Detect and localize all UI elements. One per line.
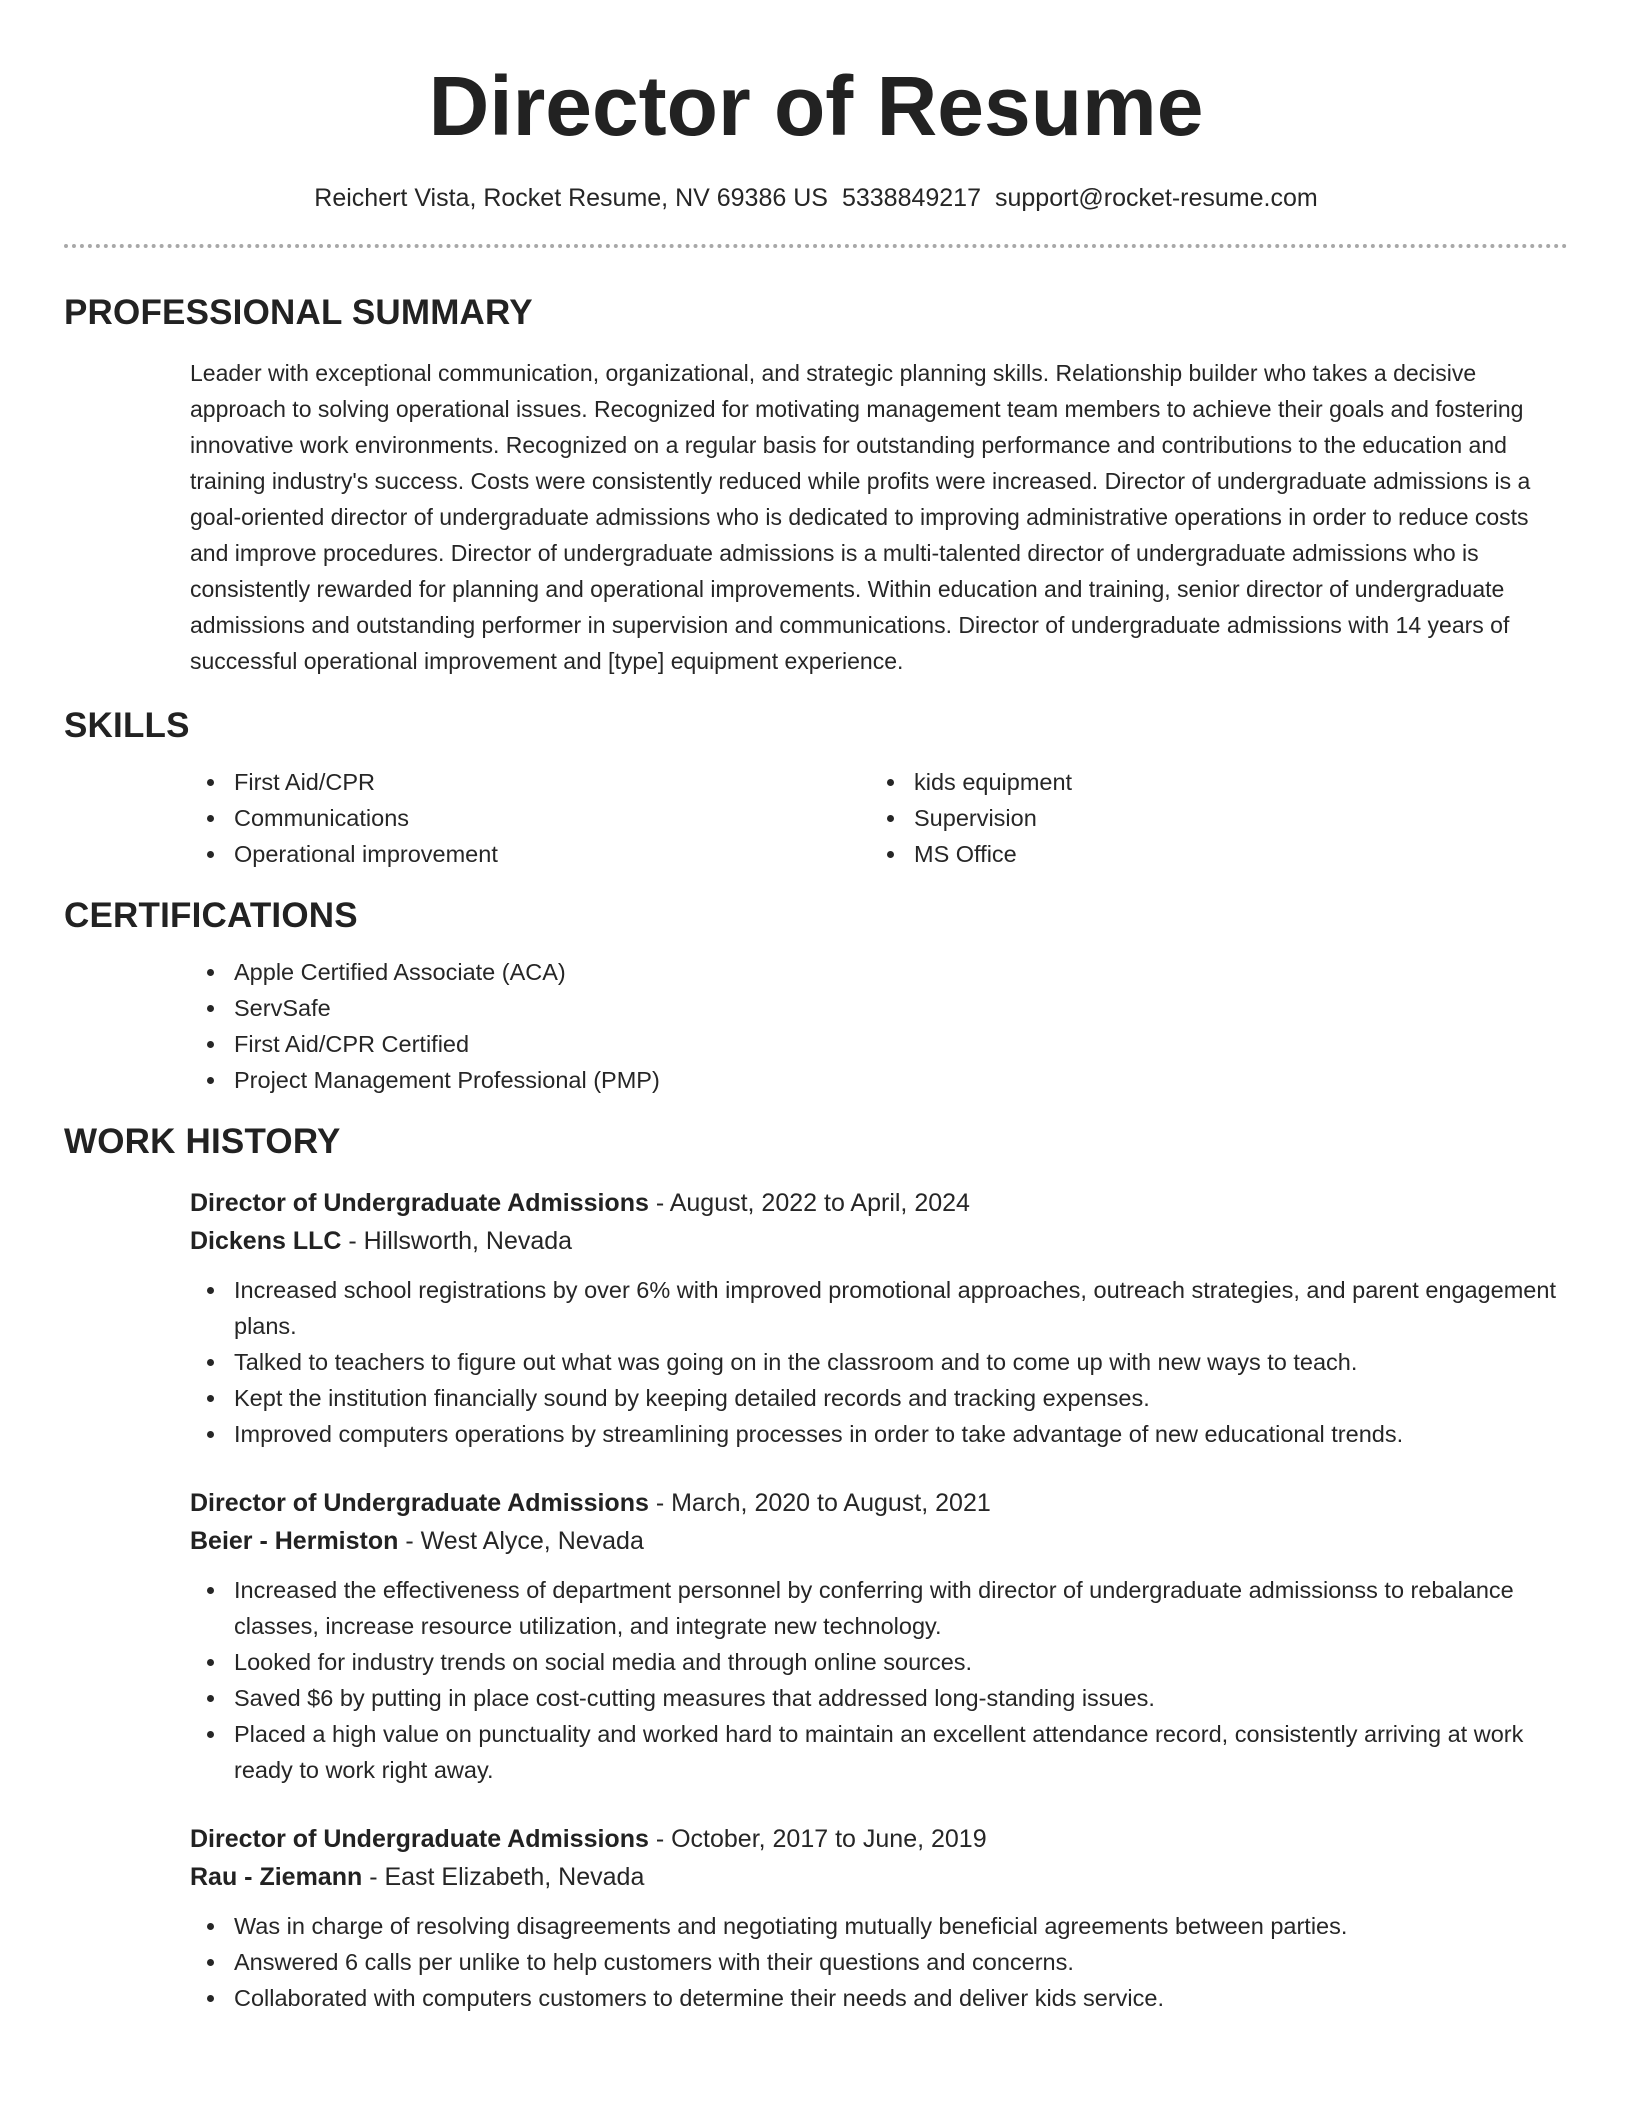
certifications-title: CERTIFICATIONS (64, 896, 358, 935)
job-bullet: Kept the institution financially sound by keeping detailed records and tracking expenses. (234, 1380, 1568, 1416)
job-bullet: Looked for industry trends on social media and through online sources. (234, 1644, 1568, 1680)
skills-column-left (190, 764, 870, 872)
job-bullet: Saved $6 by putting in place cost-cutting measures that addressed long-standing issues. (234, 1680, 1568, 1716)
certification-item: Project Management Professional (PMP) (234, 1062, 1568, 1098)
work-history-title: WORK HISTORY (64, 1122, 341, 1161)
job-dates: - October, 2017 to June, 2019 (648, 1825, 987, 1853)
job-location: - Hillsworth, Nevada (341, 1227, 573, 1255)
certification-item: Apple Certified Associate (ACA) (234, 954, 1568, 990)
job-bullet: Improved computers operations by streamlining processes in order to take advantage of new educational trends. (234, 1416, 1568, 1452)
work-history-section (64, 1120, 1568, 2016)
job-company: Rau - Ziemann (190, 1863, 363, 1891)
skills-section (64, 704, 1568, 872)
job-company-line (190, 1858, 1568, 1896)
resume-name: Director of Resume (428, 59, 1204, 153)
job-role-line (190, 1484, 1568, 1522)
summary-text: Leader with exceptional communication, organizational, and strategic planning skills. Relationship builder who takes a decisive approach to solving operational issues. Recognized for motivating management team members to achieve their goals and fostering innovative work environments. Recognized on a regular basis for outstanding performance and contributions to the education and training industry's success. Costs were consistently reduced while profits were increased. Director of undergraduate admissions is a goal-oriented director of undergraduate admissions who is dedicated to improving administrative operations in order to reduce costs and improve procedures. Director of undergraduate admissions is a multi-talented director of undergraduate admissions who is consistently rewarded for planning and operational improvements. Within education and training, senior director of undergraduate admissions and outstanding performer in supervision and communications. Director of undergraduate admissions with 14 years of successful operational improvement and [type] equipment experience. (190, 360, 1531, 674)
job-entry (190, 1820, 1568, 2016)
skill-item: kids equipment (914, 764, 1550, 800)
job-role-line (190, 1820, 1568, 1858)
job-bullet: Increased the effectiveness of department personnel by conferring with director of undergraduate admissionss to rebalance classes, increase resource utilization, and integrate new technology. (234, 1572, 1568, 1644)
contact-phone: 5338849217 (841, 184, 981, 212)
skills-title: SKILLS (64, 706, 190, 745)
job-dates: - March, 2020 to August, 2021 (648, 1489, 991, 1517)
contact-line (64, 182, 1568, 214)
job-entry (190, 1484, 1568, 1788)
skill-item: First Aid/CPR (234, 764, 870, 800)
skill-item: Communications (234, 800, 870, 836)
job-company: Beier - Hermiston (190, 1527, 399, 1555)
summary-title: PROFESSIONAL SUMMARY (64, 293, 533, 332)
certifications-section (64, 894, 1568, 1098)
skill-item: Supervision (914, 800, 1550, 836)
certification-item: First Aid/CPR Certified (234, 1026, 1568, 1062)
header-divider (64, 244, 1568, 248)
job-bullets (190, 1572, 1568, 1788)
job-bullet: Collaborated with computers customers to determine their needs and deliver kids service. (234, 1980, 1568, 2016)
skills-column-right (870, 764, 1550, 872)
job-bullet: Was in charge of resolving disagreements and negotiating mutually beneficial agreements between parties. (234, 1908, 1568, 1944)
job-role: Director of Undergraduate Admissions (190, 1189, 649, 1217)
job-entry (190, 1184, 1568, 1452)
contact-email: support@rocket-resume.com (995, 184, 1318, 212)
certifications-list (190, 954, 1568, 1098)
job-role: Director of Undergraduate Admissions (190, 1825, 649, 1853)
resume-page (64, 0, 1568, 2016)
job-bullet: Placed a high value on punctuality and worked hard to maintain an excellent attendance record, consistently arriving at work ready to work right away. (234, 1716, 1568, 1788)
job-location: - East Elizabeth, Nevada (362, 1863, 645, 1891)
job-bullet: Increased school registrations by over 6% with improved promotional approaches, outreach strategies, and parent engagement plans. (234, 1272, 1568, 1344)
job-company-line (190, 1222, 1568, 1260)
job-bullet: Answered 6 calls per unlike to help customers with their questions and concerns. (234, 1944, 1568, 1980)
job-role-line (190, 1184, 1568, 1222)
job-company: Dickens LLC (190, 1227, 342, 1255)
skill-item: Operational improvement (234, 836, 870, 872)
job-bullets (190, 1272, 1568, 1452)
job-bullets (190, 1908, 1568, 2016)
job-dates: - August, 2022 to April, 2024 (648, 1189, 970, 1217)
job-bullet: Talked to teachers to figure out what was going on in the classroom and to come up with new ways to teach. (234, 1344, 1568, 1380)
skills-grid (190, 764, 1568, 872)
contact-address: Reichert Vista, Rocket Resume, NV 69386 US (314, 184, 828, 212)
certification-item: ServSafe (234, 990, 1568, 1026)
skill-item: MS Office (914, 836, 1550, 872)
job-location: - West Alyce, Nevada (398, 1527, 644, 1555)
summary-section (64, 291, 1568, 679)
job-role: Director of Undergraduate Admissions (190, 1489, 649, 1517)
job-company-line (190, 1522, 1568, 1560)
